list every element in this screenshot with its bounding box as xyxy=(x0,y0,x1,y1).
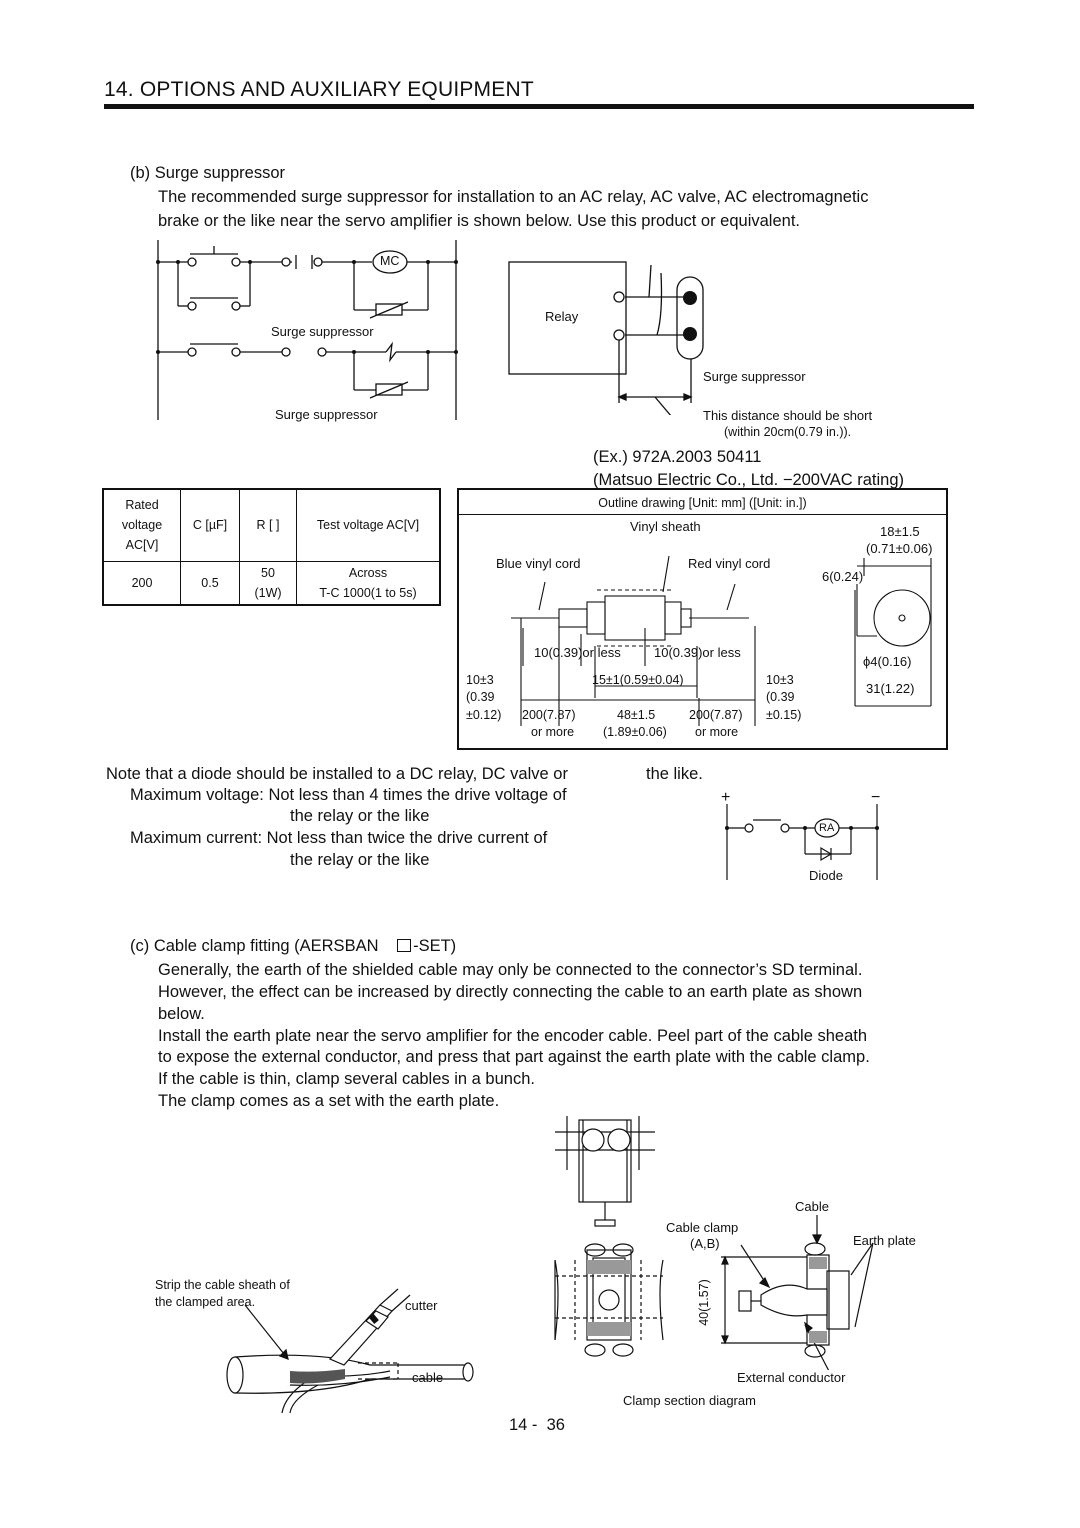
dim-l10-tol: ±0.12) xyxy=(466,708,502,722)
max-current-line2: the relay or the like xyxy=(290,851,430,869)
col-test-voltage: Test voltage AC[V] xyxy=(297,489,441,561)
dim-31: 31(1.22) xyxy=(866,681,915,696)
cell-test-across: Across xyxy=(348,565,388,580)
max-current-line1: Maximum current: Not less than twice the drive current of xyxy=(130,829,548,847)
example-manufacturer: (Matsuo Electric Co., Ltd. −200VAC rating) xyxy=(593,471,905,489)
mc-coil-label: MC xyxy=(380,254,400,268)
diode-label: Diode xyxy=(809,868,843,883)
cell-test-tc: T-C 1000(1 to 5s) xyxy=(319,585,417,600)
strip-note-2: the clamped area. xyxy=(155,1295,256,1309)
col-capacitance: C [µF] xyxy=(181,489,240,561)
clamp-p7: The clamp comes as a set with the earth plate. xyxy=(158,1092,500,1110)
clamp-section-caption: Clamp section diagram xyxy=(623,1393,756,1408)
dim-l10: 10±3 xyxy=(466,673,494,687)
dim-40-label: 40(1.57) xyxy=(696,1279,711,1326)
outline-title-rule xyxy=(459,514,946,515)
dim-200-left: 200(7.87) xyxy=(522,708,576,722)
header-rule xyxy=(104,104,974,109)
relay-suppressor-diagram xyxy=(505,255,735,415)
surge-heading: (b) Surge suppressor xyxy=(130,164,285,182)
dim-48-inch: (1.89±0.06) xyxy=(603,725,667,739)
cell-resistance-power: (1W) xyxy=(254,585,282,600)
vinyl-sheath-label: Vinyl sheath xyxy=(630,519,701,534)
relay-label: Relay xyxy=(545,309,579,324)
strip-note-1: Strip the cable sheath of xyxy=(155,1278,290,1292)
max-voltage-line1: Maximum voltage: Not less than 4 times the drive voltage of xyxy=(130,786,567,804)
col-resistance: R [ ] xyxy=(240,489,297,561)
dim-48: 48±1.5 xyxy=(617,708,656,722)
dim-l10-inch: (0.39 xyxy=(466,690,495,704)
dim-18-inch: (0.71±0.06) xyxy=(866,541,933,556)
surge-intro-line2: brake or the like near the servo amplifier is shown below. Use this product or equivalent. xyxy=(158,212,800,230)
col-rated-1: Rated xyxy=(125,498,159,513)
clamp-p1: Generally, the earth of the shielded cable may only be connected to the connector’s SD terminal. xyxy=(158,961,863,979)
relay-surge-label: Surge suppressor xyxy=(703,369,806,384)
cable-clamp-type: (A,B) xyxy=(690,1236,720,1251)
col-rated-3: AC[V] xyxy=(125,538,159,553)
dim-200-right-more: or more xyxy=(695,725,739,739)
dim-15: 15±1(0.59±0.04) xyxy=(592,673,684,687)
surge-suppressor-label-2: Surge suppressor xyxy=(275,407,378,422)
dim-10-left: 10(0.39)or less xyxy=(534,645,621,660)
cell-resistance: 50 xyxy=(261,565,275,580)
clamp-p2: However, the effect can be increased by directly connecting the cable to an earth plate as shown xyxy=(158,983,863,1001)
cable-label-small: cable xyxy=(412,1370,444,1385)
surge-spec-table xyxy=(102,488,441,606)
max-voltage-line2: the relay or the like xyxy=(290,807,430,825)
example-product: (Ex.) 972A.2003 50411 xyxy=(593,448,762,466)
cell-capacitance: 0.5 xyxy=(181,561,240,605)
surge-suppressor-label-1: Surge suppressor xyxy=(271,324,374,339)
earth-plate-label: Earth plate xyxy=(853,1233,916,1248)
cable-clamp-label: Cable clamp xyxy=(666,1220,739,1235)
minus-terminal: − xyxy=(871,789,881,806)
plus-terminal: + xyxy=(721,789,731,806)
clamp-p5: to expose the external conductor, and press that part against the earth plate with the cable clamp. xyxy=(158,1048,870,1066)
clamp-p3: below. xyxy=(158,1005,205,1023)
col-rated-2: voltage xyxy=(121,518,163,533)
clamp-p6: If the cable is thin, clamp several cables in a bunch. xyxy=(158,1070,535,1088)
cable-label: Cable xyxy=(795,1199,829,1214)
clamp-heading xyxy=(130,936,456,958)
section-header: 14. OPTIONS AND AUXILIARY EQUIPMENT xyxy=(104,78,534,101)
page-number: 14 - 36 xyxy=(509,1416,565,1434)
cable-clamp-top-view xyxy=(535,1110,670,1370)
dim-phi4: ϕ4(0.16) xyxy=(863,654,912,669)
dim-6: 6(0.24) xyxy=(822,569,864,584)
distance-note-2: (within 20cm(0.79 in.)). xyxy=(724,425,852,439)
dim-200-right: 200(7.87) xyxy=(689,708,743,722)
ra-coil-label: RA xyxy=(819,822,835,834)
dim-18: 18±1.5 xyxy=(880,524,920,539)
diode-circuit xyxy=(715,790,885,890)
dim-r10-tol: ±0.15) xyxy=(766,708,802,722)
clamp-heading-suffix: -SET) xyxy=(413,937,457,955)
cutter-label: cutter xyxy=(405,1298,438,1313)
dim-r10: 10±3 xyxy=(766,673,794,687)
dim-200-left-more: or more xyxy=(531,725,575,739)
diode-note-end: the like. xyxy=(646,765,703,783)
red-cord-label: Red vinyl cord xyxy=(688,556,771,571)
dim-10-right: 10(0.39)or less xyxy=(654,645,741,660)
diode-note: Note that a diode should be installed to a DC relay, DC valve or xyxy=(106,765,568,783)
cell-rated-voltage: 200 xyxy=(131,575,153,590)
blank-box-icon xyxy=(397,939,411,952)
external-conductor-label: External conductor xyxy=(737,1370,846,1385)
clamp-heading-main: (c) Cable clamp fitting (AERSBAN xyxy=(130,937,379,955)
blue-cord-label: Blue vinyl cord xyxy=(496,556,581,571)
dim-r10-inch: (0.39 xyxy=(766,690,795,704)
distance-note: This distance should be short xyxy=(703,408,873,423)
clamp-section-diagram xyxy=(715,1215,875,1370)
clamp-p4: Install the earth plate near the servo amplifier for the encoder cable. Peel part of the cable sheath xyxy=(158,1027,868,1045)
surge-intro-line1: The recommended surge suppressor for installation to an AC relay, AC valve, AC electromagnetic xyxy=(158,188,869,206)
outline-title: Outline drawing [Unit: mm] ([Unit: in.]) xyxy=(598,496,807,510)
